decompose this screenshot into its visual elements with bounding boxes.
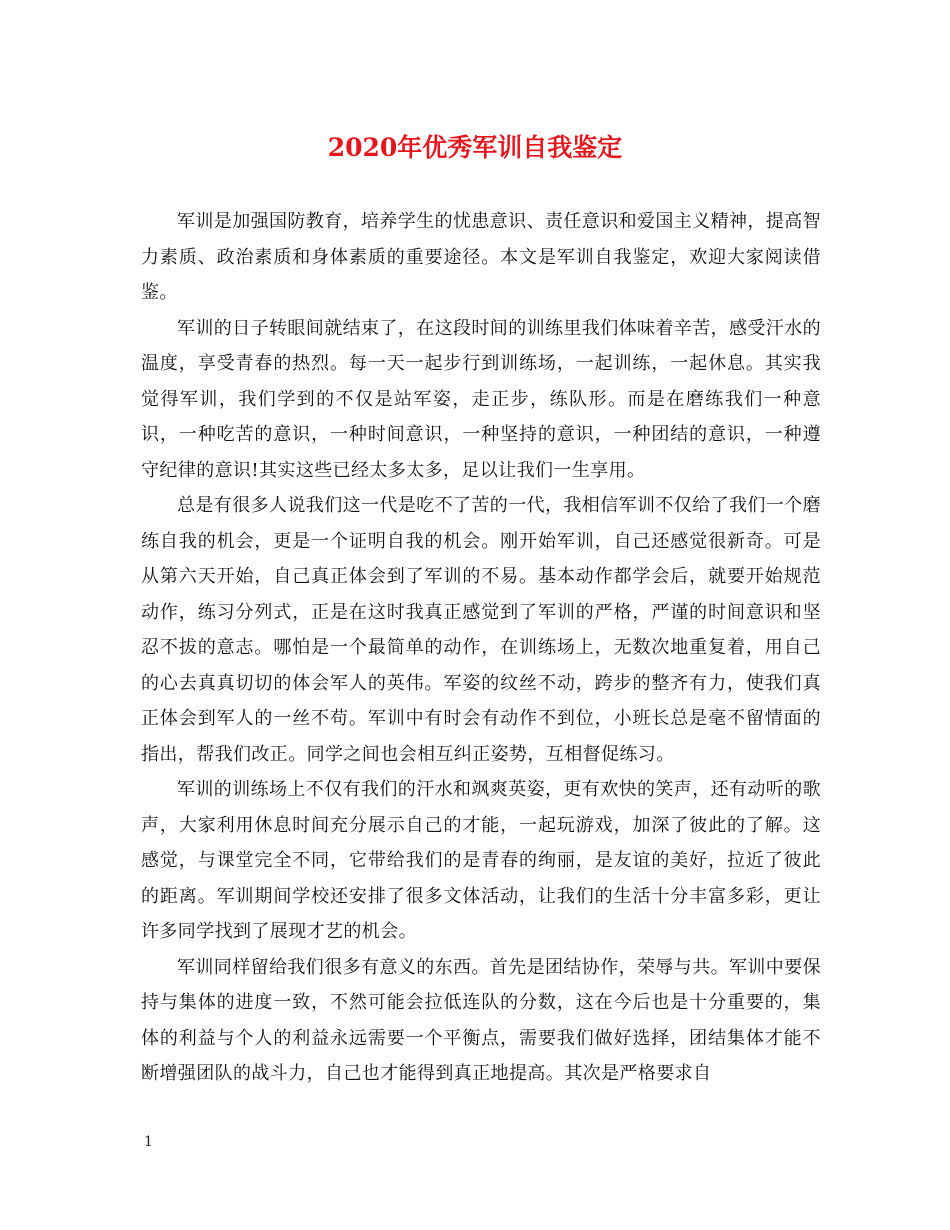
document-title: 2020年优秀军训自我鉴定 [327,133,623,162]
page-number: 1 [144,1134,153,1150]
paragraph-2: 军训的日子转眼间就结束了，在这段时间的训练里我们体味着辛苦，感受汗水的温度，享受青春的热烈。每一天一起步行到训练场，一起训练，一起休息。其实我觉得军训，我们学到的不仅是站军姿，走正步，练队形。而是在磨练我们一种意识，一种吃苦的意识，一种时间意识，一种坚持的意识，一种团结的意识，一种遵守纪律的意识!其实这些已经太多太多，足以让我们一生享用。 [141,317,821,481]
paragraph-5: 军训同样留给我们很多有意义的东西。首先是团结协作，荣辱与共。军训中要保持与集体的进度一致，不然可能会拉低连队的分数，这在今后也是十分重要的，集体的利益与个人的利益永远需要一个平衡点，需要我们做好选择，团结集体才能不断增强团队的战斗力，自己也才能得到真正地提高。其次是严格要求自 [141,956,821,1084]
paragraph-1: 军训是加强国防教育，培养学生的忧患意识、责任意识和爱国主义精神，提高智力素质、政治素质和身体素质的重要途径。本文是军训自我鉴定，欢迎大家阅读借鉴。 [141,211,821,303]
paragraph-4: 军训的训练场上不仅有我们的汗水和飒爽英姿，更有欢快的笑声，还有动听的歌声，大家利用休息时间充分展示自己的才能，一起玩游戏，加深了彼此的了解。这感觉，与课堂完全不同，它带给我们的是青春的绚丽，是友谊的美好，拉近了彼此的距离。军训期间学校还安排了很多文体活动，让我们的生活十分丰富多彩，更让许多同学找到了展现才艺的机会。 [141,779,821,942]
paragraph-3: 总是有很多人说我们这一代是吃不了苦的一代，我相信军训不仅给了我们一个磨练自我的机会，更是一个证明自我的机会。刚开始军训，自己还感觉很新奇。可是从第六天开始，自己真正体会到了军训的不易。基本动作都学会后，就要开始规范动作，练习分列式，正是在这时我真正感觉到了军训的严格，严谨的时间意识和坚忍不拔的意志。哪怕是一个最简单的动作，在训练场上，无数次地重复着，用自己的心去真真切切的体会军人的英伟。军姿的纹丝不动，跨步的整齐有力，使我们真正体会到军人的一丝不苟。军训中有时会有动作不到位，小班长总是毫不留情面的指出，帮我们改正。同学之间也会相互纠正姿势，互相督促练习。 [141,495,821,765]
document-body [141,204,821,1092]
